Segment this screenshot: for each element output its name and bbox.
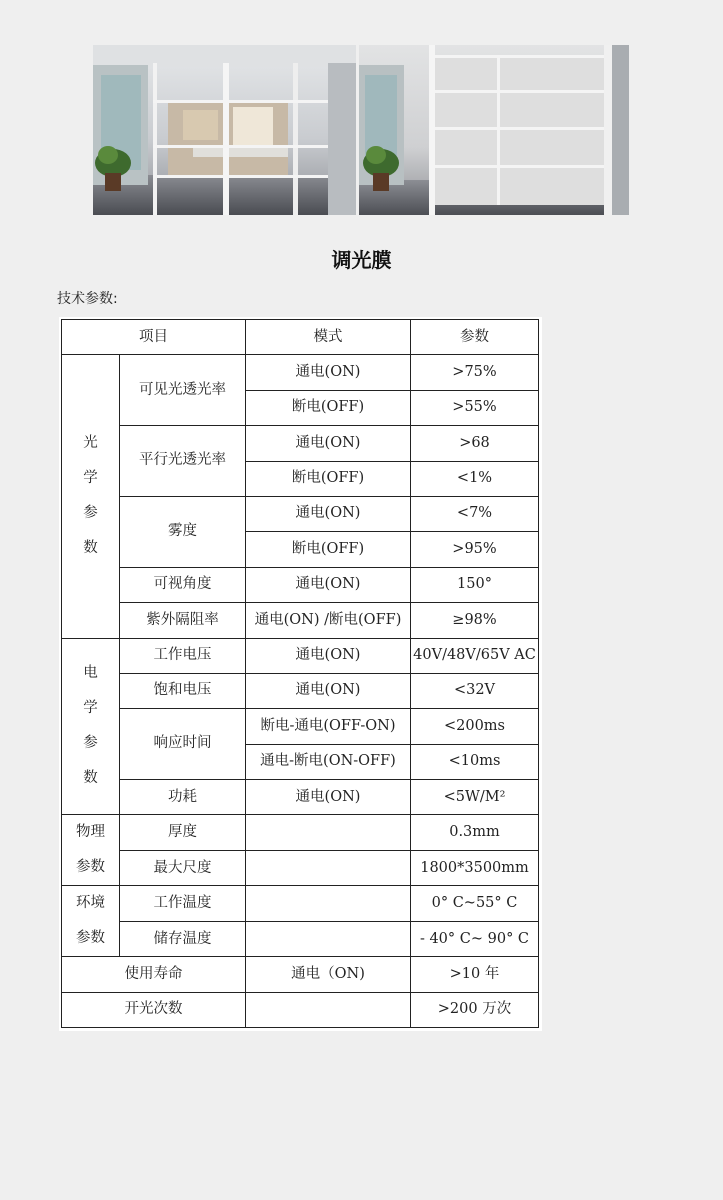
value-cell: 150°	[411, 567, 539, 602]
mode-cell: 通电（ON)	[246, 957, 411, 992]
smart-glass-transparent-photo	[93, 45, 356, 215]
value-cell: 40V/48V/65V AC	[411, 638, 539, 673]
table-row	[62, 496, 539, 531]
mode-cell: 断电(OFF)	[246, 461, 411, 496]
mode-cell: 通电(ON)	[246, 426, 411, 461]
mode-cell	[246, 850, 411, 886]
mode-cell	[246, 815, 411, 851]
table-row	[62, 886, 539, 922]
item-cell: 可见光透光率	[120, 355, 246, 426]
mode-cell: 通电(ON)	[246, 496, 411, 531]
value-cell: <10ms	[411, 744, 539, 779]
spec-table-container	[59, 317, 542, 1031]
table-header-row	[62, 320, 539, 355]
group-physical: 物理 参数	[62, 815, 120, 886]
header-value: 参数	[411, 320, 539, 355]
item-cell: 功耗	[120, 780, 246, 815]
mode-cell: 断电(OFF)	[246, 390, 411, 425]
table-row	[62, 709, 539, 744]
item-cell: 最大尺度	[120, 850, 246, 886]
table-row	[62, 850, 539, 886]
value-cell: >75%	[411, 355, 539, 390]
item-cell: 响应时间	[120, 709, 246, 780]
value-cell: >55%	[411, 390, 539, 425]
group-environment: 环境 参数	[62, 886, 120, 957]
value-cell: 0.3mm	[411, 815, 539, 851]
table-row	[62, 815, 539, 851]
mode-cell	[246, 921, 411, 957]
value-cell: ≥98%	[411, 603, 539, 638]
mode-cell	[246, 992, 411, 1027]
item-cell: 开光次数	[62, 992, 246, 1027]
value-cell: >10 年	[411, 957, 539, 992]
value-cell: <32V	[411, 673, 539, 708]
table-row	[62, 780, 539, 815]
value-cell: >95%	[411, 532, 539, 567]
group-electrical: 电 学 参 数	[62, 638, 120, 815]
item-cell: 饱和电压	[120, 673, 246, 708]
table-row	[62, 355, 539, 390]
item-cell: 储存温度	[120, 921, 246, 957]
mode-cell: 通电(ON)	[246, 355, 411, 390]
product-photos	[93, 45, 629, 215]
value-cell: - 40° C~ 90° C	[411, 921, 539, 957]
item-cell: 雾度	[120, 496, 246, 567]
table-row	[62, 957, 539, 992]
item-cell: 厚度	[120, 815, 246, 851]
mode-cell: 通电(ON)	[246, 780, 411, 815]
smart-glass-frosted-photo	[359, 45, 629, 215]
value-cell: >200 万次	[411, 992, 539, 1027]
item-cell: 工作电压	[120, 638, 246, 673]
value-cell: <1%	[411, 461, 539, 496]
item-cell: 可视角度	[120, 567, 246, 602]
table-row	[62, 992, 539, 1027]
mode-cell: 通电-断电(ON-OFF)	[246, 744, 411, 779]
mode-cell: 断电-通电(OFF-ON)	[246, 709, 411, 744]
value-cell: >68	[411, 426, 539, 461]
group-optical: 光 学 参 数	[62, 355, 120, 638]
table-row	[62, 426, 539, 461]
section-label: 技术参数:	[57, 291, 118, 307]
value-cell: 0° C~55° C	[411, 886, 539, 922]
page-title: 调光膜	[331, 248, 392, 272]
mode-cell: 通电(ON)	[246, 638, 411, 673]
spec-table	[61, 319, 539, 1028]
item-cell: 紫外隔阻率	[120, 603, 246, 638]
table-row	[62, 638, 539, 673]
mode-cell: 通电(ON)	[246, 673, 411, 708]
value-cell: <5W/M²	[411, 780, 539, 815]
table-row	[62, 921, 539, 957]
header-item: 项目	[62, 320, 246, 355]
item-cell: 使用寿命	[62, 957, 246, 992]
item-cell: 平行光透光率	[120, 426, 246, 497]
value-cell: <7%	[411, 496, 539, 531]
mode-cell	[246, 886, 411, 922]
header-mode: 模式	[246, 320, 411, 355]
mode-cell: 通电(ON) /断电(OFF)	[246, 603, 411, 638]
mode-cell: 断电(OFF)	[246, 532, 411, 567]
table-row	[62, 673, 539, 708]
value-cell: <200ms	[411, 709, 539, 744]
table-row	[62, 603, 539, 638]
table-row	[62, 567, 539, 602]
value-cell: 1800*3500mm	[411, 850, 539, 886]
item-cell: 工作温度	[120, 886, 246, 922]
mode-cell: 通电(ON)	[246, 567, 411, 602]
